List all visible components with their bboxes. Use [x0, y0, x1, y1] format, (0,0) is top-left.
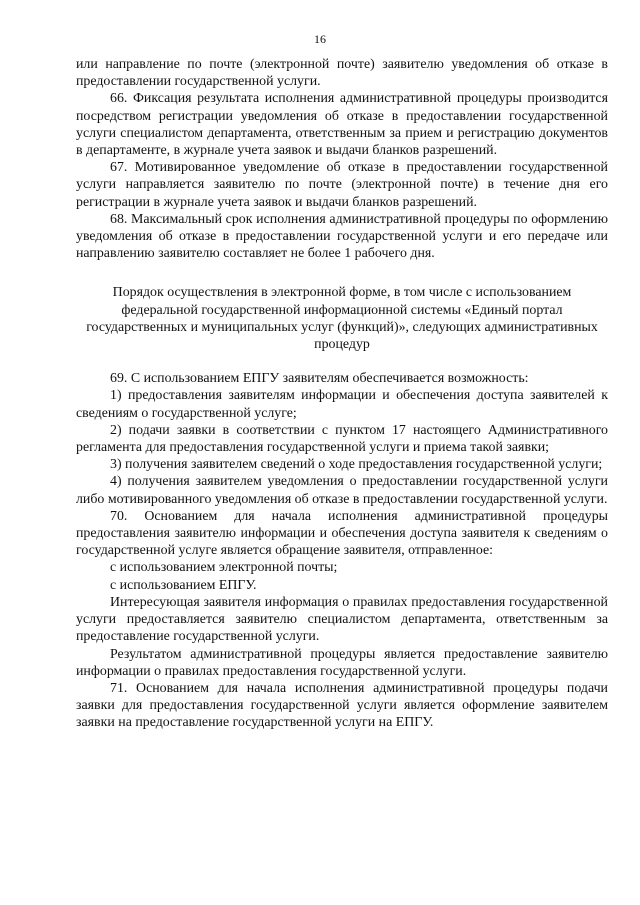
- channel-email: с использованием электронной почты;: [110, 560, 338, 576]
- section-heading: Порядок осуществления в электронной форме, в том числе с использованием федеральной государственной информационной системы «Единый портал государственных и муниципальных услуг (функций)», следующих административных процедур: [86, 285, 598, 353]
- page-number: 16: [314, 32, 326, 46]
- paragraph-67: 67. Мотивированное уведомление об отказе в предоставлении государственной услуги направляется заявителю по почте (электронной почте) в течение дня его регистрации в журнале учета заявок и выдачи бланков разрешений.: [76, 160, 608, 210]
- document-body: [76, 56, 608, 732]
- paragraph-69: 69. С использованием ЕПГУ заявителям обеспечивается возможность:: [110, 371, 529, 387]
- list-item-3: 3) получения заявителем сведений о ходе предоставления государственной услуги;: [110, 457, 603, 473]
- paragraph-68: 68. Максимальный срок исполнения административной процедуры по оформлению уведомления об отказе в предоставлении государственной услуги и его передаче или направлению заявителю составляет не более 1 рабочего дня.: [76, 211, 608, 262]
- list-item-2: 2) подачи заявки в соответствии с пунктом 17 настоящего Административного регламента для предоставления государственной услуги и приема такой заявки;: [76, 422, 608, 456]
- channel-epgu: с использованием ЕПГУ.: [110, 577, 257, 593]
- list-item-1: 1) предоставления заявителям информации и обеспечения доступа заявителей к сведениям о государственной услуге;: [76, 388, 608, 421]
- paragraph-result: Результатом административной процедуры является предоставление заявителю информации о правилах предоставления государственной услуги.: [76, 646, 608, 679]
- list-item-4: 4) получения заявителем уведомления о предоставлении государственной услуги либо мотивированного уведомления об отказе в предоставлении государственной услуги.: [76, 474, 608, 507]
- paragraph-71: 71. Основанием для начала исполнения административной процедуры подачи заявки для предоставления государственной услуги является оформление заявителем заявки на предоставление государственной услуги на ЕПГУ.: [76, 680, 608, 731]
- paragraph-info-provision: Интересующая заявителя информация о правилах предоставления государственной услуги предоставляется заявителю специалистом департамента, ответственным за предоставление государственной услуги.: [76, 594, 608, 645]
- paragraph-continuation: или направление по почте (электронной почте) заявителю уведомления об отказе в предоставлении государственной услуги.: [76, 57, 608, 90]
- paragraph-66: 66. Фиксация результата исполнения административной процедуры производится посредством регистрации уведомления об отказе в предоставлении государственной услуги специалистом департамента, ответственным за прием и регистрацию документов в департаменте, в журнале учета заявок и выдачи бланков разрешений.: [76, 91, 608, 159]
- paragraph-70: 70. Основанием для начала исполнения административной процедуры предоставления заявителю информации и обеспечения доступа заявителя к сведениям о государственной услуге является обращение заявителя, отправленное:: [76, 508, 608, 559]
